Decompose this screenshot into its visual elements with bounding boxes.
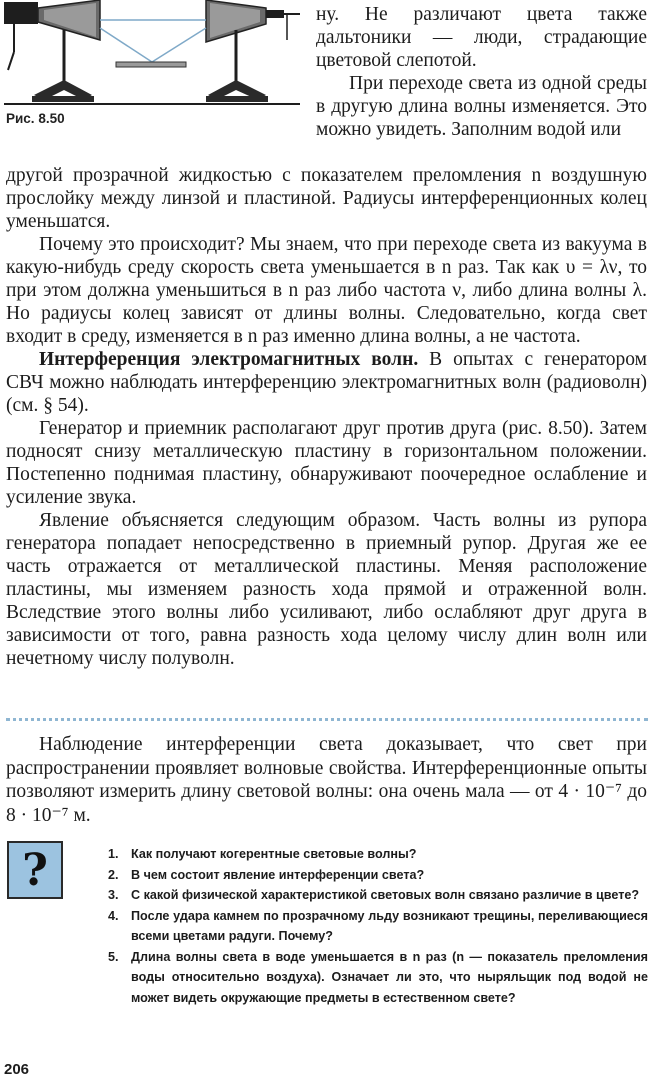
question-item [108, 885, 648, 906]
question-number: 1. [108, 847, 119, 861]
question-mark-icon: ? [7, 841, 63, 899]
question-item [108, 844, 648, 865]
review-questions [108, 844, 648, 1008]
page-number: 206 [4, 1061, 30, 1078]
paragraph-why: Почему это происходит? Мы знаем, что при переходе света из вакуума в какую-нибудь среду скорость света уменьшается в n раз. Так как υ = λν, то при этом должна уменьшиться в n раз либо частота ν, либо длина волны λ. Но радиусы колец зависят от длины волны. Следовательно, когда свет входит в среду, изменяется в n раз именно длина волны, а не частота. [6, 234, 647, 347]
section-text: В опытах с генератором СВЧ можно наблюдать интерференцию электромагнитных волн (радиоволн) (см. § 54). [6, 349, 647, 416]
figure-caption: Рис. 8.50 [6, 111, 65, 126]
paragraph-wavelength-change: При переходе света из одной среды в другую длина волны изменяется. Это можно увидеть. Заполним водой или [316, 73, 647, 140]
paragraph-continued: ну. Не различают цвета также дальтоники — люди, страдающие цветовой слепотой. [316, 4, 647, 71]
question-number: 4. [108, 908, 119, 923]
paragraph-explanation: Явление объясняется следующим образом. Часть волны из рупора генератора попадает непосредственно в приемный рупор. Другая же ее часть отражается от металлической пластины. Меняя расположение пластины, мы изменяем разность хода прямой и отраженной волн. Вследствие этого волны либо усиливают, либо ослабляют друг друга в зависимости от того, равна разность хода целому числу длин волн или нечетному числу полуволн. [6, 510, 647, 669]
section-heading: Интерференция электромагнитных волн. [39, 349, 419, 370]
question-item [108, 947, 648, 1009]
question-item [108, 865, 648, 886]
question-text: С какой физической характеристикой световых волн связано различие в цвете? [131, 888, 640, 902]
question-text: После удара камнем по прозрачному льду возникают трещины, переливающиеся всеми цветами радуги. Почему? [131, 908, 648, 943]
question-text: Длина волны света в воде уменьшается в n раз (n — показатель преломления воды относительно воздуха). Означает ли это, что ныряльщик под водой не может видеть окружающие предметы в естественном свете? [131, 949, 648, 1005]
generator-box [4, 2, 38, 24]
paragraph-liquid-layer: другой прозрачной жидкостью с показателем преломления n воздушную прослойку между линзой и пластиной. Радиусы интерференционных колец уменьшатся. [6, 165, 647, 232]
apparatus-illustration [4, 0, 300, 108]
question-number: 5. [108, 949, 119, 964]
question-item [108, 906, 648, 947]
question-text: Как получают когерентные световые волны? [131, 847, 417, 861]
question-text: В чем состоит явление интерференции света? [131, 867, 425, 882]
conclusion-summary: Наблюдение интерференции света доказывает, что свет при распространении проявляет волновые свойства. Интерференционные опыты позволяют измерить длину световой волны: она очень мала — от 4 · 10⁻⁷ до 8 · 10⁻⁷ м. [6, 734, 647, 826]
reflected-wave [100, 28, 152, 62]
question-number: 3. [108, 888, 119, 902]
main-text-column [6, 164, 647, 670]
metal-plate [116, 62, 186, 67]
paragraph-em-interference [6, 348, 647, 417]
question-number: 2. [108, 867, 119, 882]
figure-microwave-interference [4, 0, 300, 108]
side-text-column [316, 3, 647, 141]
paragraph-setup: Генератор и приемник располагают друг против друга (рис. 8.50). Затем подносят снизу металлическую пластину в горизонтальном положении. Постепенно поднимая пластину, обнаруживают поочередное ослабление и усиление звука. [6, 418, 647, 508]
section-divider [6, 718, 648, 721]
